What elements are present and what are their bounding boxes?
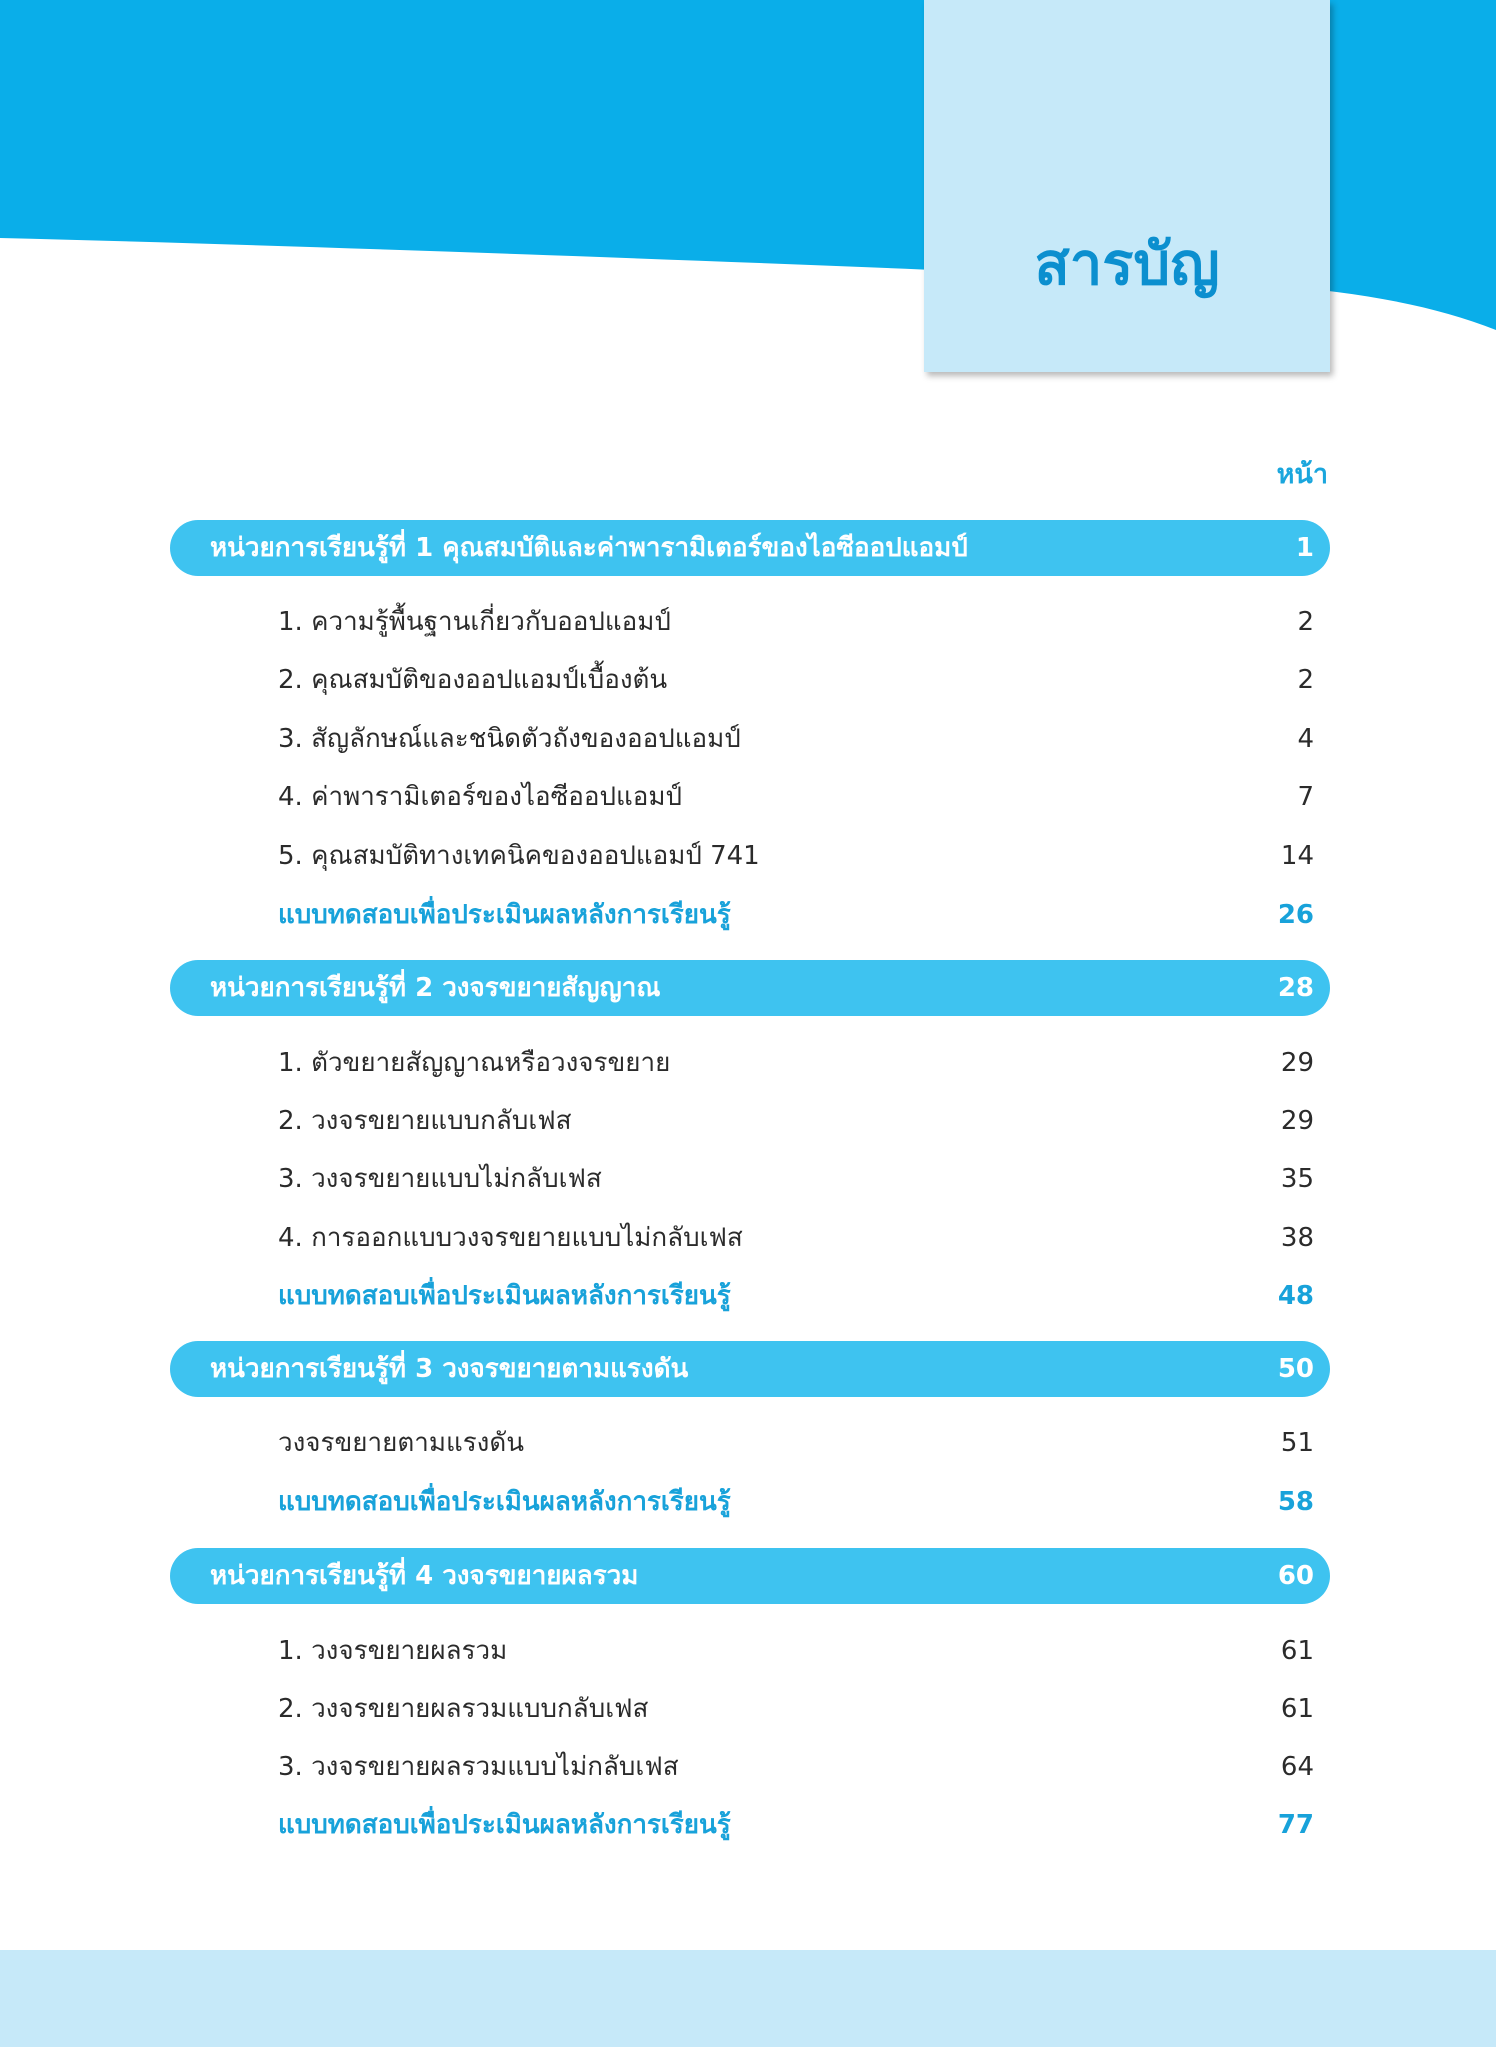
unit-title: หน่วยการเรียนรู้ที่ 1 คุณสมบัติและค่าพารามิเตอร์ของไอซีออปแอมป์ <box>210 533 968 563</box>
toc-item-page: 35 <box>1280 1164 1314 1194</box>
toc-test-title: แบบทดสอบเพื่อประเมินผลหลังการเรียนรู้ <box>278 1281 731 1311</box>
toc-item-page: 4 <box>1297 724 1314 754</box>
toc-test-title: แบบทดสอบเพื่อประเมินผลหลังการเรียนรู้ <box>278 1810 731 1840</box>
toc-item-title: 1. ตัวขยายสัญญาณหรือวงจรขยาย <box>278 1048 671 1078</box>
toc-item[interactable] <box>278 1215 1314 1261</box>
toc-item-title: 3. สัญลักษณ์และชนิดตัวถังของออปแอมป์ <box>278 724 741 754</box>
toc-unit-3-bar[interactable] <box>170 1341 1330 1397</box>
toc-item[interactable] <box>278 833 1314 879</box>
unit-page: 28 <box>1277 973 1314 1003</box>
toc-item[interactable] <box>278 1040 1314 1086</box>
toc-item-title: 4. ค่าพารามิเตอร์ของไอซีออปแอมป์ <box>278 782 683 812</box>
toc-unit-4-bar[interactable] <box>170 1548 1330 1604</box>
toc-test-page: 26 <box>1277 900 1314 930</box>
toc-test-title: แบบทดสอบเพื่อประเมินผลหลังการเรียนรู้ <box>278 1487 731 1517</box>
title-card <box>924 0 1330 372</box>
toc-item-page: 51 <box>1280 1428 1314 1458</box>
toc-item-title: 3. วงจรขยายแบบไม่กลับเฟส <box>278 1164 602 1194</box>
toc-item-page: 61 <box>1280 1694 1314 1724</box>
toc-item[interactable] <box>278 657 1314 703</box>
toc-test-page: 77 <box>1277 1810 1314 1840</box>
footer-band <box>0 1950 1496 2047</box>
toc-item-page: 29 <box>1280 1048 1314 1078</box>
toc-item-page: 64 <box>1280 1752 1314 1782</box>
toc-unit-2-bar[interactable] <box>170 960 1330 1016</box>
toc-item-page: 61 <box>1280 1636 1314 1666</box>
unit-title: หน่วยการเรียนรู้ที่ 4 วงจรขยายผลรวม <box>210 1561 639 1591</box>
unit-page: 50 <box>1277 1354 1314 1384</box>
toc-test-item[interactable] <box>278 1479 1314 1525</box>
toc-test-item[interactable] <box>278 1802 1314 1848</box>
unit-title: หน่วยการเรียนรู้ที่ 2 วงจรขยายสัญญาณ <box>210 973 661 1003</box>
toc-item-title: 4. การออกแบบวงจรขยายแบบไม่กลับเฟส <box>278 1223 743 1253</box>
toc-item[interactable] <box>278 716 1314 762</box>
toc-item[interactable] <box>278 1686 1314 1732</box>
toc-item-title: 1. ความรู้พื้นฐานเกี่ยวกับออปแอมป์ <box>278 607 671 637</box>
toc-item-title: 2. วงจรขยายผลรวมแบบกลับเฟส <box>278 1694 649 1724</box>
toc-item-title: วงจรขยายตามแรงดัน <box>278 1428 525 1458</box>
toc-test-page: 48 <box>1277 1281 1314 1311</box>
unit-title: หน่วยการเรียนรู้ที่ 3 วงจรขยายตามแรงดัน <box>210 1354 689 1384</box>
toc-item-page: 2 <box>1297 665 1314 695</box>
page-title: สารบัญ <box>1034 230 1220 298</box>
toc-test-item[interactable] <box>278 1273 1314 1319</box>
toc-item[interactable] <box>278 1156 1314 1202</box>
page-column-label: หน้า <box>1276 459 1328 490</box>
toc-item-page: 38 <box>1280 1223 1314 1253</box>
toc-item-title: 3. วงจรขยายผลรวมแบบไม่กลับเฟส <box>278 1752 679 1782</box>
toc-item-page: 7 <box>1297 782 1314 812</box>
toc-item-title: 2. คุณสมบัติของออปแอมป์เบื้องต้น <box>278 665 668 695</box>
toc-item[interactable] <box>278 599 1314 645</box>
toc-item[interactable] <box>278 1098 1314 1144</box>
toc-item[interactable] <box>278 774 1314 820</box>
toc-item-page: 14 <box>1280 841 1314 871</box>
toc-item-title: 1. วงจรขยายผลรวม <box>278 1636 508 1666</box>
toc-item[interactable] <box>278 1744 1314 1790</box>
toc-item-page: 29 <box>1280 1106 1314 1136</box>
toc-test-page: 58 <box>1277 1487 1314 1517</box>
toc-item[interactable] <box>278 1420 1314 1466</box>
unit-page: 60 <box>1277 1561 1314 1591</box>
toc-test-title: แบบทดสอบเพื่อประเมินผลหลังการเรียนรู้ <box>278 900 731 930</box>
toc-item-title: 2. วงจรขยายแบบกลับเฟส <box>278 1106 572 1136</box>
toc-test-item[interactable] <box>278 892 1314 938</box>
unit-page: 1 <box>1295 533 1314 563</box>
toc-item-page: 2 <box>1297 607 1314 637</box>
toc-item-title: 5. คุณสมบัติทางเทคนิคของออปแอมป์ 741 <box>278 841 760 871</box>
toc-item[interactable] <box>278 1628 1314 1674</box>
toc-unit-1-bar[interactable] <box>170 520 1330 576</box>
